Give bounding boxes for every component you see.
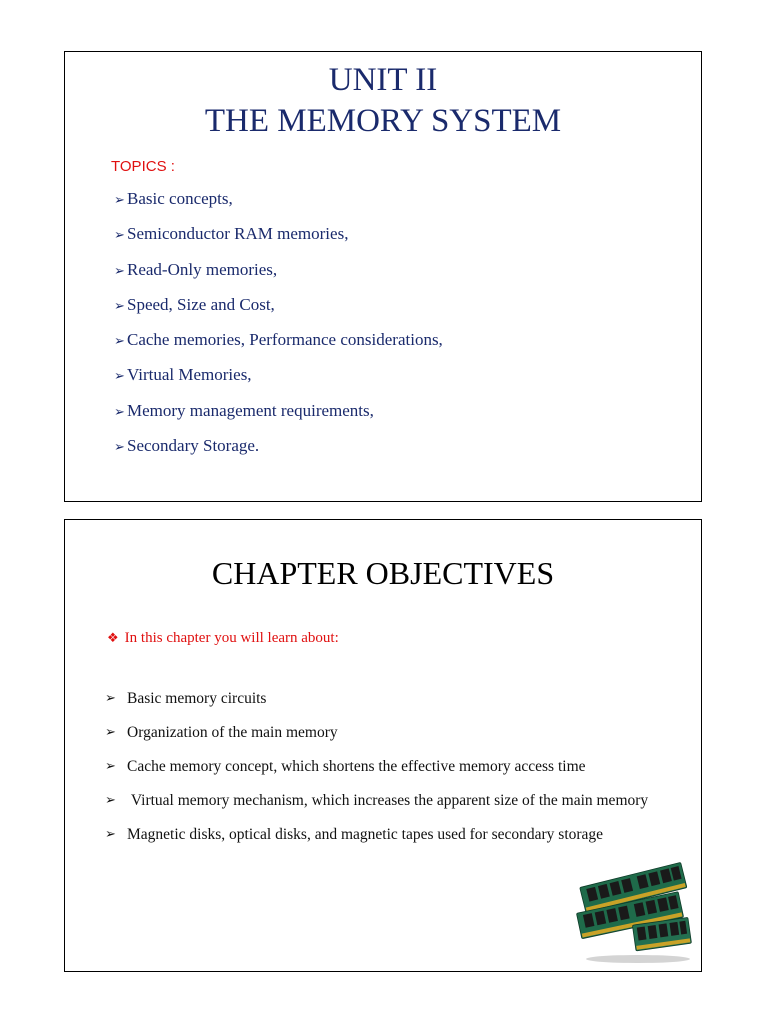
- topic-text: Cache memories, Performance considerations,: [127, 330, 443, 350]
- arrow-bullet-icon: ➢: [105, 827, 116, 842]
- topic-text: Memory management requirements,: [127, 400, 374, 420]
- arrow-bullet-icon: ➢: [114, 369, 125, 385]
- diamond-bullet-icon: ❖: [107, 631, 119, 646]
- slide-chapter-objectives: [64, 519, 702, 972]
- slide-title: CHAPTER OBJECTIVES: [211, 555, 555, 591]
- objective-item: [105, 718, 665, 748]
- ram-modules-icon: [576, 860, 694, 965]
- topic-list: [114, 188, 443, 470]
- intro-line: [107, 630, 339, 647]
- topic-item: [114, 259, 443, 294]
- topic-item: [114, 329, 443, 364]
- topic-text: Speed, Size and Cost,: [127, 294, 275, 314]
- arrow-bullet-icon: ➢: [114, 228, 125, 244]
- arrow-bullet-icon: ➢: [105, 759, 116, 774]
- arrow-bullet-icon: ➢: [114, 334, 125, 350]
- arrow-bullet-icon: ➢: [114, 193, 125, 208]
- topic-item: [114, 188, 443, 223]
- intro-text: In this chapter you will learn about:: [124, 630, 339, 646]
- arrow-bullet-icon: ➢: [114, 404, 125, 420]
- objective-text: Basic memory circuits: [127, 690, 267, 707]
- objective-item: [105, 786, 665, 816]
- objective-text: Organization of the main memory: [127, 724, 338, 741]
- title-line-1: UNIT II: [328, 62, 438, 98]
- objective-item: [105, 752, 665, 782]
- topics-label: TOPICS :: [111, 158, 175, 175]
- arrow-bullet-icon: ➢: [105, 691, 116, 706]
- topic-text: Semiconductor RAM memories,: [127, 224, 349, 244]
- topic-text: Secondary Storage.: [127, 436, 260, 456]
- objective-list: [105, 684, 665, 854]
- topic-text: Read-Only memories,: [127, 259, 278, 279]
- topic-text: Basic concepts,: [127, 189, 233, 208]
- arrow-bullet-icon: ➢: [114, 298, 125, 314]
- topic-item: [114, 364, 443, 399]
- arrow-bullet-icon: ➢: [105, 793, 116, 808]
- topic-item: [114, 435, 443, 470]
- objective-item: [105, 684, 665, 714]
- slide-unit-ii: [64, 51, 702, 502]
- arrow-bullet-icon: ➢: [114, 263, 125, 279]
- objective-item: [105, 820, 665, 850]
- objective-text: Virtual memory mechanism, which increases the apparent size of the main memory: [127, 792, 649, 809]
- objective-text: Cache memory concept, which shortens the effective memory access time: [127, 758, 586, 775]
- topic-item: [114, 223, 443, 258]
- topic-item: [114, 294, 443, 329]
- arrow-bullet-icon: ➢: [114, 440, 125, 456]
- slide-title: [65, 60, 701, 142]
- arrow-bullet-icon: ➢: [105, 725, 116, 740]
- title-line-2: THE MEMORY SYSTEM: [204, 103, 562, 139]
- topic-item: [114, 400, 443, 435]
- objective-text: Magnetic disks, optical disks, and magnetic tapes used for secondary storage: [127, 826, 604, 843]
- topic-text: Virtual Memories,: [127, 365, 252, 385]
